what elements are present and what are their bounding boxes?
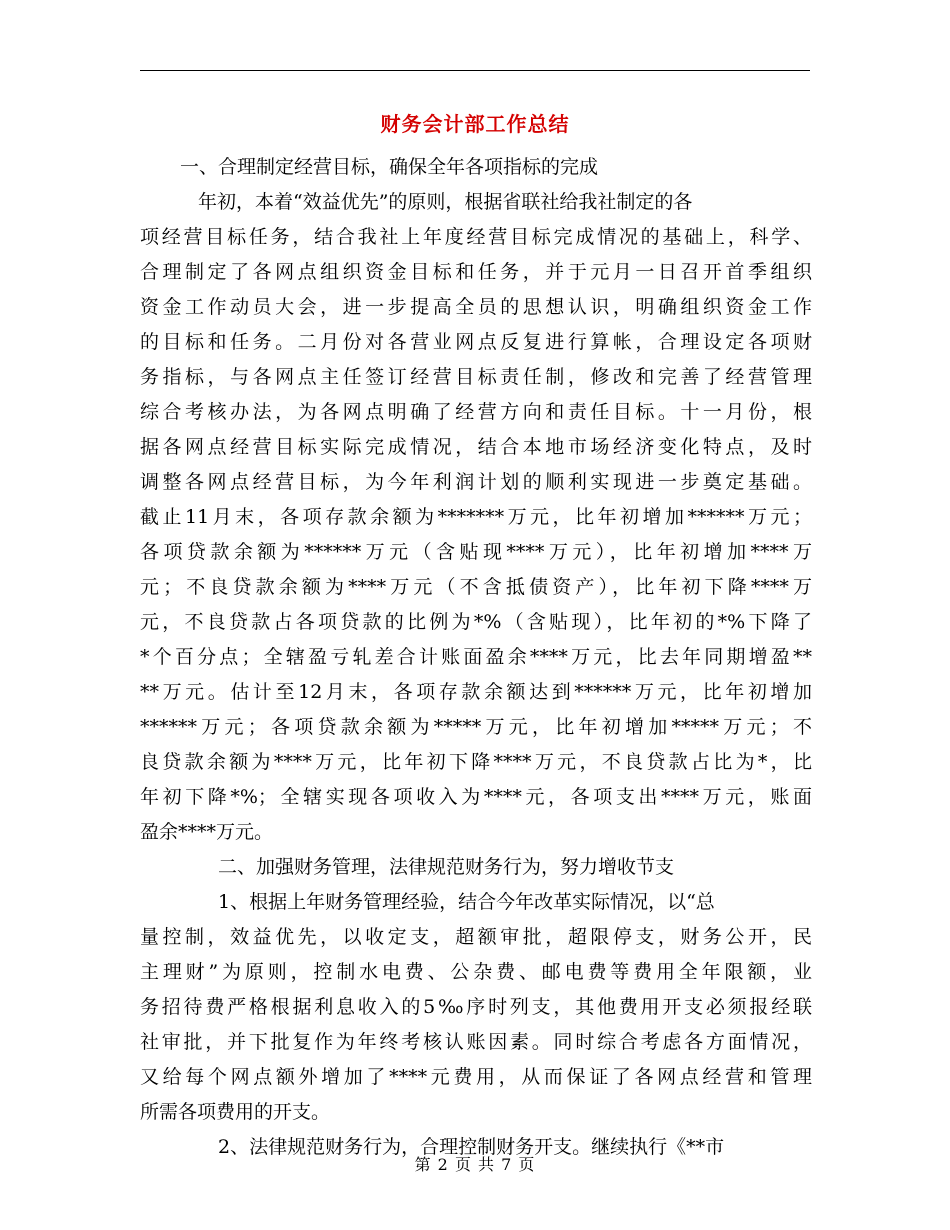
text-line: 2、法律规范财务行为，合理控制财务开支。继续执行《**市 <box>218 1136 725 1158</box>
text-line: 元，不良贷款占各项贷款的比例为*%（含贴现），比年初的*%下降了 <box>140 611 812 633</box>
text-line: 量控制，效益优先，以收定支，超额审批，超限停支，财务公开，民 <box>140 926 812 948</box>
text-line: 社审批，并下批复作为年终考核认账因素。同时综合考虑各方面情况， <box>140 1031 812 1053</box>
text-line: 一、合理制定经营目标，确保全年各项指标的完成 <box>180 156 599 178</box>
text-line: ******万元；各项贷款余额为*****万元，比年初增加*****万元；不 <box>140 716 812 738</box>
text-line: 项经营目标任务，结合我社上年度经营目标完成情况的基础上，科学、 <box>140 226 812 248</box>
text-line: 年初下降*%；全辖实现各项收入为****元，各项支出****万元，账面 <box>140 786 812 808</box>
text-line: 资金工作动员大会，进一步提高全员的思想认识，明确组织资金工作 <box>140 296 812 318</box>
text-line: 盈余****万元。 <box>140 821 274 843</box>
text-line: **万元。估计至12月末，各项存款余额达到******万元，比年初增加 <box>140 681 812 703</box>
text-line: 又给每个网点额外增加了****元费用，从而保证了各网点经营和管理 <box>140 1066 812 1088</box>
text-line: *个百分点；全辖盈亏轧差合计账面盈余****万元，比去年同期增盈** <box>140 646 812 668</box>
text-line: 综合考核办法，为各网点明确了经营方向和责任目标。十一月份，根 <box>140 401 812 423</box>
text-line: 1、根据上年财务管理经验，结合今年改革实际情况，以“总 <box>218 891 715 913</box>
text-line: 务招待费严格根据利息收入的5‰序时列支，其他费用开支必须报经联 <box>140 996 812 1018</box>
text-line: 二、加强财务管理，法律规范财务行为，努力增收节支 <box>218 856 675 878</box>
text-line: 合理制定了各网点组织资金目标和任务，并于元月一日召开首季组织 <box>140 261 812 283</box>
text-line: 截止11月末，各项存款余额为*******万元，比年初增加******万元； <box>140 506 812 528</box>
text-line: 年初，本着“效益优先”的原则，根据省联社给我社制定的各 <box>198 191 693 213</box>
text-line: 主理财”为原则，控制水电费、公杂费、邮电费等费用全年限额，业 <box>140 961 812 983</box>
text-line: 各项贷款余额为******万元（含贴现****万元），比年初增加****万 <box>140 541 812 563</box>
document-title: 财务会计部工作总结 <box>380 112 570 136</box>
text-line: 务指标，与各网点主任签订经营目标责任制，修改和完善了经营管理 <box>140 366 812 388</box>
page-footer: 第 2 页 共 7 页 <box>414 1155 536 1174</box>
text-line: 调整各网点经营目标，为今年利润计划的顺利实现进一步奠定基础。 <box>140 471 812 493</box>
text-line: 元；不良贷款余额为****万元（不含抵债资产），比年初下降****万 <box>140 576 812 598</box>
document-body <box>140 150 812 1165</box>
text-line: 的目标和任务。二月份对各营业网点反复进行算帐，合理设定各项财 <box>140 331 812 353</box>
text-line: 据各网点经营目标实际完成情况，结合本地市场经济变化特点，及时 <box>140 436 812 458</box>
text-line: 良贷款余额为****万元，比年初下降****万元，不良贷款占比为*，比 <box>140 751 812 773</box>
text-line: 所需各项费用的开支。 <box>140 1101 331 1123</box>
header-rule <box>140 70 810 71</box>
